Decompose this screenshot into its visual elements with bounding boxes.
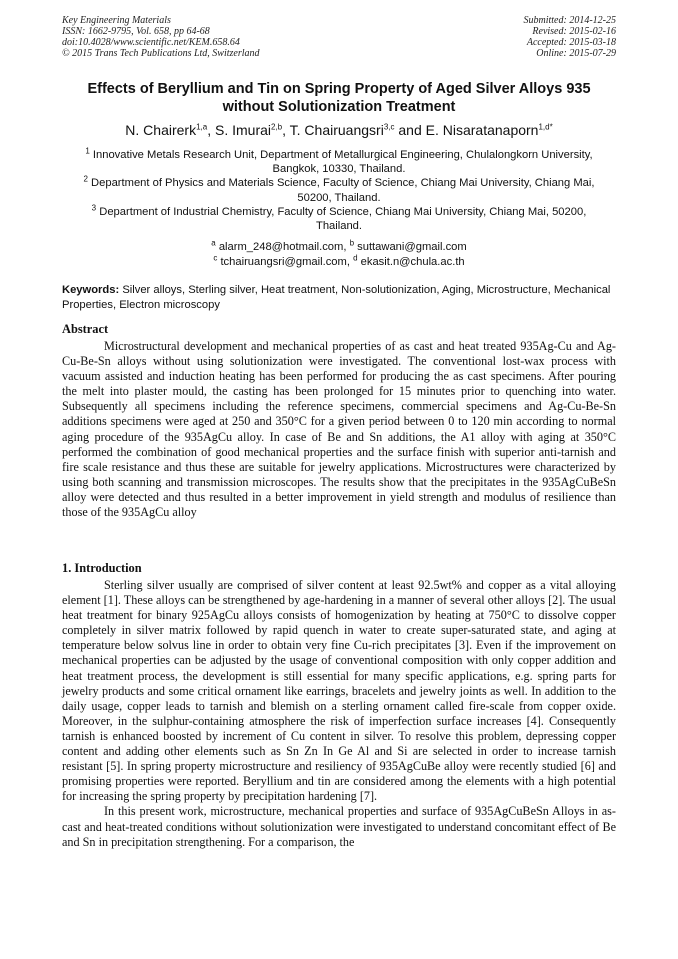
date-submitted: Submitted: 2014-12-25 [523,15,616,26]
affiliation [70,148,608,176]
introduction-paragraph: Sterling silver usually are comprised of silver content at least 92.5wt% and copper as a vital alloying element [1]. These alloys can be strengthened by age-hardening in a manner of several other alloys [2]. The usual heat treatment for binary 925AgCu alloys consists of homogenization by heating at 750°C to dissolve copper completely in silver matrix followed by rapid quench in water to create super-saturated state, and aging at temperature below solvus line in order to obtain very fine Cu-rich precipitates [3]. Even if the improvement on mechanical properties can be adjusted by the usage of conventional composition with only copper addition and heat treatment process, the development is still essential for many specific applications, e.g. spring parts for jewelry products and some critical ornament like earrings, bracelets and jewelry joints as well. In addition to the daily usage, copper leads to tarnish and blemish on a sterling ornament called fire-scale from copper oxide. Moreover, in the sulphur-containing atmosphere the risk of imperfection surface increases [4]. Consequently tarnish is enhanced boosted by increment of Cu content in silver. To resolve this problem, depressing copper content and adding other elements such as Sn Zn In Ge Al and Si are selected in order to increase tarnish resistant [5]. In spring property microstructure and resiliency of 935AgCuBe alloy were recently studied [6] and promising properties were reported. Beryllium and tin are considered among the elements with a high potential for increasing the spring property by precipitation hardening [7]. [62,578,616,804]
author-name: T. Chairuangsri [289,122,384,138]
introduction-section [62,561,616,850]
affiliation-sup: 2 [83,174,88,184]
author-name: N. Chairerk [125,122,197,138]
email-address[interactable]: tchairuangsri@gmail.com [220,255,347,268]
email-sup: b [349,238,355,248]
affiliation-text: Department of Physics and Materials Science, Faculty of Science, Chiang Mai University, Chiang Mai, 50200, Thailand. [91,177,595,204]
journal-copyright: © 2015 Trans Tech Publications Ltd, Switzerland [62,48,260,59]
date-revised: Revised: 2015-02-16 [532,26,616,37]
date-accepted: Accepted: 2015-03-18 [526,37,616,48]
author-sep: , [282,122,290,138]
submission-dates [524,15,617,59]
journal-issn: ISSN: 1662-9795, Vol. 658, pp 64-68 [62,26,210,37]
introduction-paragraph: In this present work, microstructure, mechanical properties and surface of 935AgCuBeSn Alloys in as-cast and heat-treated conditions without solutionization were investigated to understand concomitant effect of Be and Sn in precipitation strengthening. For a comparison, the [62,804,616,849]
email-sup: a [211,238,216,248]
author-sup: 1,a [196,122,208,132]
email-list [70,240,608,269]
abstract-heading: Abstract [62,322,109,336]
paper-title: Effects of Beryllium and Tin on Spring Property of Aged Silver Alloys 935 without Solutionization Treatment [87,81,591,115]
keywords-text: Silver alloys, Sterling silver, Heat treatment, Non-solutionization, Aging, Microstructure, Mechanical Properties, Electron microscopy [62,284,611,311]
author-list [40,121,638,139]
email-address[interactable]: alarm_248@hotmail.com [218,241,344,253]
email-address[interactable]: suttawani@gmail.com [357,241,467,253]
keywords [62,283,616,312]
author-name: E. Nisaratanaporn [425,122,539,138]
journal-info [62,15,260,59]
affiliation-text: Innovative Metals Research Unit, Department of Metallurgical Engineering, Chulalongkorn University, Bangkok, 10330, Thailand. [92,149,593,176]
email-sup: c [213,252,218,262]
affiliation-text: Department of Industrial Chemistry, Faculty of Science, Chiang Mai University, Chiang Mai, 50200, Thailand. [99,205,587,233]
journal-doi: doi:10.4028/www.scientific.net/KEM.658.64 [62,37,240,48]
affiliation [70,205,608,233]
affiliation-list [70,148,608,233]
email-address[interactable]: ekasit.n@chula.ac.th [360,255,465,268]
email-line: $^c$ tchairuangsri@gmail.com, $^d$ ekasit.n@chula.ac.th [213,252,465,268]
abstract-section [62,322,616,520]
date-online: Online: 2015-07-29 [536,48,616,59]
keywords-label: Keywords: [62,284,120,296]
author-sup: 3,c [383,122,395,132]
abstract-text: Microstructural development and mechanical properties of as cast and heat treated 935Ag-Cu and Ag-Cu-Be-Sn alloys without using solutionization were investigated. The conventional lost-wax process with vacuum assisted and induction heating has been performed for producing the as cast specimens. After pouring the melt into plaster mould, the casting has been prolonged for 15 minutes prior to quenching into water. Subsequently all specimens including the reference specimens, commercial specimens and Ag-Cu-Be-Sn additions specimens were aged at 250 and 350°C for a given period between 0 to 120 min according to normal aging procedure of the 935AgCu alloy. In case of Be and Sn additions, the A1 alloy with aging at 350°C performed the combination of good mechanical properties and the surface finish with superior anti-tarnish and fire scale resistance and thus these are suitable for jewelry applications. Microstructures were characterized by using both scanning and transmission microscopes. The results show that the precipitates in the 935AgCuBeSn alloy were detected and thus resulted in a better improvement in yield strength and modulus of resilience than those of the 935AgCu alloy [62,339,616,520]
introduction-heading: 1. Introduction [62,561,142,575]
author-name: S. Imurai [214,122,271,138]
affiliation-sup: 3 [91,203,97,213]
email-sup: d [353,252,358,262]
author-sep: , [207,122,215,138]
journal-name: Key Engineering Materials [62,15,171,26]
email-line: $^a$ alarm_248@hotmail.com, $^b$ suttawani@gmail.com [211,238,467,253]
affiliation-sup: 1 [85,146,90,156]
affiliation [70,176,608,204]
author-sup: 1,d* [538,122,553,132]
author-sep: and [394,122,426,138]
author-sup: 2,b [271,122,283,132]
